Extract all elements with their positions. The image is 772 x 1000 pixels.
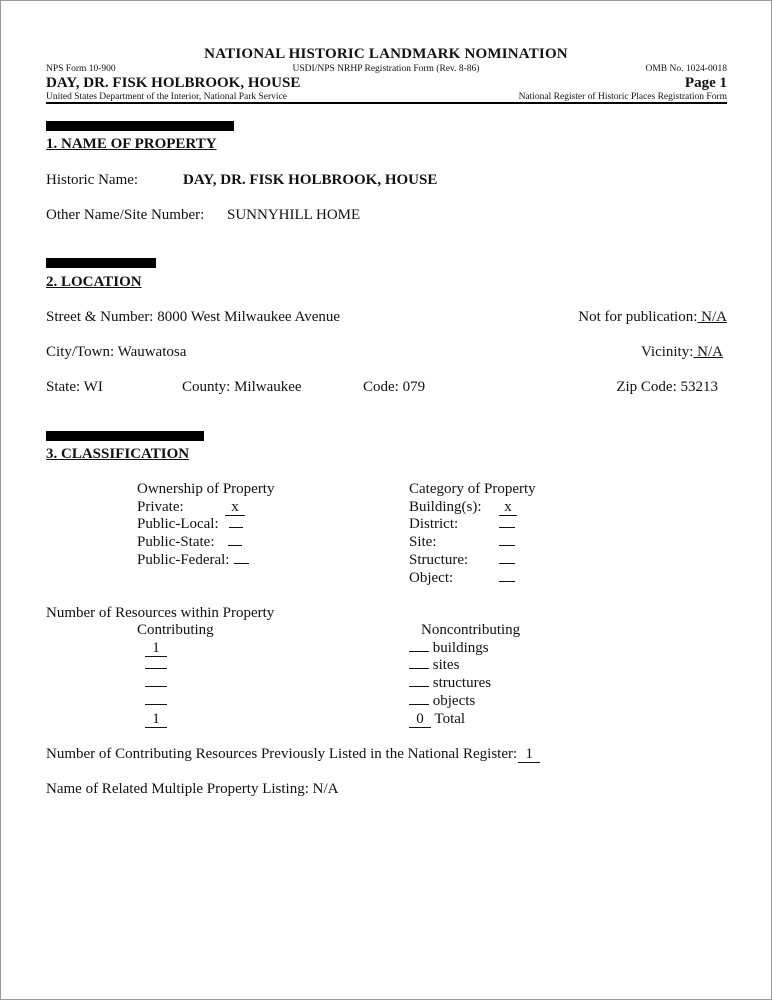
- code-field: [363, 379, 425, 396]
- zip-value: 53213: [680, 379, 718, 395]
- previously-listed-value: 1: [518, 747, 540, 763]
- street-label: Street & Number:: [46, 309, 154, 325]
- zip-field: [616, 379, 718, 396]
- ownership-heading: Ownership of Property: [137, 481, 275, 497]
- ownership-public-state-label: Public-State:: [137, 534, 215, 551]
- category-buildings-value: x: [499, 500, 517, 516]
- previously-listed-field: [46, 746, 540, 763]
- category-site-value: [499, 545, 515, 546]
- noncontributing-total-type: Total: [434, 710, 466, 727]
- ownership-private-label: Private:: [137, 498, 184, 515]
- ownership-public-federal: [137, 552, 274, 570]
- department-label: United States Department of the Interior, National Park Service: [46, 92, 288, 102]
- noncontributing-column: [409, 622, 520, 728]
- omb-number: OMB No. 1024-0018: [645, 64, 727, 74]
- category-district: [409, 516, 536, 534]
- vicinity-label: Vicinity:: [640, 344, 694, 360]
- county-value: Milwaukee: [234, 379, 302, 395]
- related-listing-field: [46, 781, 338, 798]
- other-name-label: Other Name/Site Number:: [46, 207, 205, 223]
- contributing-objects-value: [145, 704, 167, 705]
- section-2-heading: 2. LOCATION: [46, 274, 142, 290]
- register-form-label: National Register of Historic Places Registration Form: [518, 92, 727, 102]
- contributing-sites: [137, 657, 214, 675]
- category-site-label: Site:: [409, 534, 437, 551]
- nomination-title: NATIONAL HISTORIC LANDMARK NOMINATION: [204, 46, 568, 62]
- noncontributing-sites: [409, 657, 520, 675]
- ownership-public-local-label: Public-Local:: [137, 516, 219, 533]
- contributing-total: [137, 711, 214, 729]
- noncontributing-buildings: [409, 640, 520, 658]
- ownership-private: [137, 499, 274, 517]
- contributing-heading: Contributing: [137, 622, 214, 638]
- property-title: DAY, DR. FISK HOLBROOK, HOUSE: [46, 75, 301, 91]
- zip-label: Zip Code:: [616, 379, 677, 395]
- contributing-sites-value: [145, 668, 167, 669]
- category-block: [409, 481, 536, 587]
- street-value: 8000 West Milwaukee Avenue: [157, 309, 341, 325]
- other-name-value: SUNNYHILL HOME: [227, 207, 361, 223]
- category-heading: Category of Property: [409, 481, 536, 497]
- state-value: WI: [83, 379, 103, 395]
- category-buildings-label: Building(s):: [409, 498, 482, 515]
- historic-name-value: DAY, DR. FISK HOLBROOK, HOUSE: [183, 172, 438, 188]
- category-buildings: [409, 499, 536, 517]
- category-district-value: [499, 527, 515, 528]
- not-for-publication-field: [578, 309, 727, 326]
- noncontributing-sites-value: [409, 668, 429, 669]
- ownership-public-state-value: [228, 545, 242, 546]
- state-label: State:: [46, 379, 81, 395]
- form-number: NPS Form 10-900: [46, 64, 116, 74]
- ownership-public-state: [137, 534, 274, 552]
- category-structure: [409, 552, 536, 570]
- noncontributing-heading: Noncontributing: [421, 622, 521, 638]
- city-value: Wauwatosa: [117, 344, 187, 360]
- noncontributing-objects-type: objects: [432, 692, 476, 709]
- related-listing-value: N/A: [312, 781, 339, 797]
- section-1-heading: 1. NAME OF PROPERTY: [46, 136, 217, 152]
- county-field: [182, 379, 302, 396]
- contributing-buildings: [137, 640, 214, 658]
- noncontributing-structures-value: [409, 686, 429, 687]
- noncontributing-sites-type: sites: [432, 657, 460, 674]
- section-1-bar: [46, 121, 234, 131]
- category-structure-label: Structure:: [409, 551, 469, 568]
- historic-name-label: Historic Name:: [46, 172, 139, 188]
- noncontributing-total-value: 0: [409, 712, 431, 728]
- category-district-label: District:: [409, 516, 459, 533]
- state-field: [46, 379, 103, 396]
- vicinity-field: [641, 344, 723, 361]
- not-for-publication-label: Not for publication:: [578, 309, 698, 325]
- category-site: [409, 534, 536, 552]
- page-number: Page 1: [684, 75, 727, 91]
- contributing-column: [137, 622, 214, 728]
- header-rule: [46, 102, 727, 104]
- contributing-objects: [137, 693, 214, 711]
- noncontributing-objects-value: [409, 704, 429, 705]
- section-3-heading: 3. CLASSIFICATION: [46, 446, 190, 462]
- previously-listed-label: Number of Contributing Resources Previously Listed in the National Register:: [46, 746, 518, 762]
- ownership-private-value: x: [225, 500, 245, 516]
- city-field: [46, 344, 186, 361]
- category-object-label: Object:: [409, 569, 454, 586]
- section-2-bar: [46, 258, 156, 268]
- ownership-public-local-value: [229, 527, 243, 528]
- ownership-public-federal-value: [234, 563, 249, 564]
- noncontributing-buildings-type: buildings: [432, 639, 489, 656]
- category-object-value: [499, 581, 515, 582]
- registration-form-label: USDI/NPS NRHP Registration Form (Rev. 8-86): [292, 64, 480, 74]
- category-structure-value: [499, 563, 515, 564]
- contributing-buildings-value: 1: [145, 641, 167, 657]
- noncontributing-structures: [409, 675, 520, 693]
- contributing-total-value: 1: [145, 712, 167, 728]
- resources-heading: Number of Resources within Property: [46, 605, 275, 621]
- noncontributing-buildings-value: [409, 651, 429, 652]
- section-3-bar: [46, 431, 204, 441]
- contributing-structures: [137, 675, 214, 693]
- code-label: Code:: [363, 379, 399, 395]
- street-field: [46, 309, 340, 326]
- county-label: County:: [182, 379, 231, 395]
- category-object: [409, 570, 536, 588]
- ownership-public-federal-label: Public-Federal:: [137, 551, 230, 568]
- noncontributing-structures-type: structures: [432, 675, 492, 692]
- city-label: City/Town:: [46, 344, 115, 360]
- vicinity-value: N/A: [693, 344, 723, 360]
- noncontributing-objects: [409, 693, 520, 711]
- ownership-public-local: [137, 516, 274, 534]
- contributing-structures-value: [145, 686, 167, 687]
- ownership-block: [137, 481, 274, 570]
- related-listing-label: Name of Related Multiple Property Listing:: [46, 781, 309, 797]
- not-for-publication-value: N/A: [697, 309, 727, 325]
- noncontributing-total: [409, 711, 520, 729]
- code-value: 079: [402, 379, 426, 395]
